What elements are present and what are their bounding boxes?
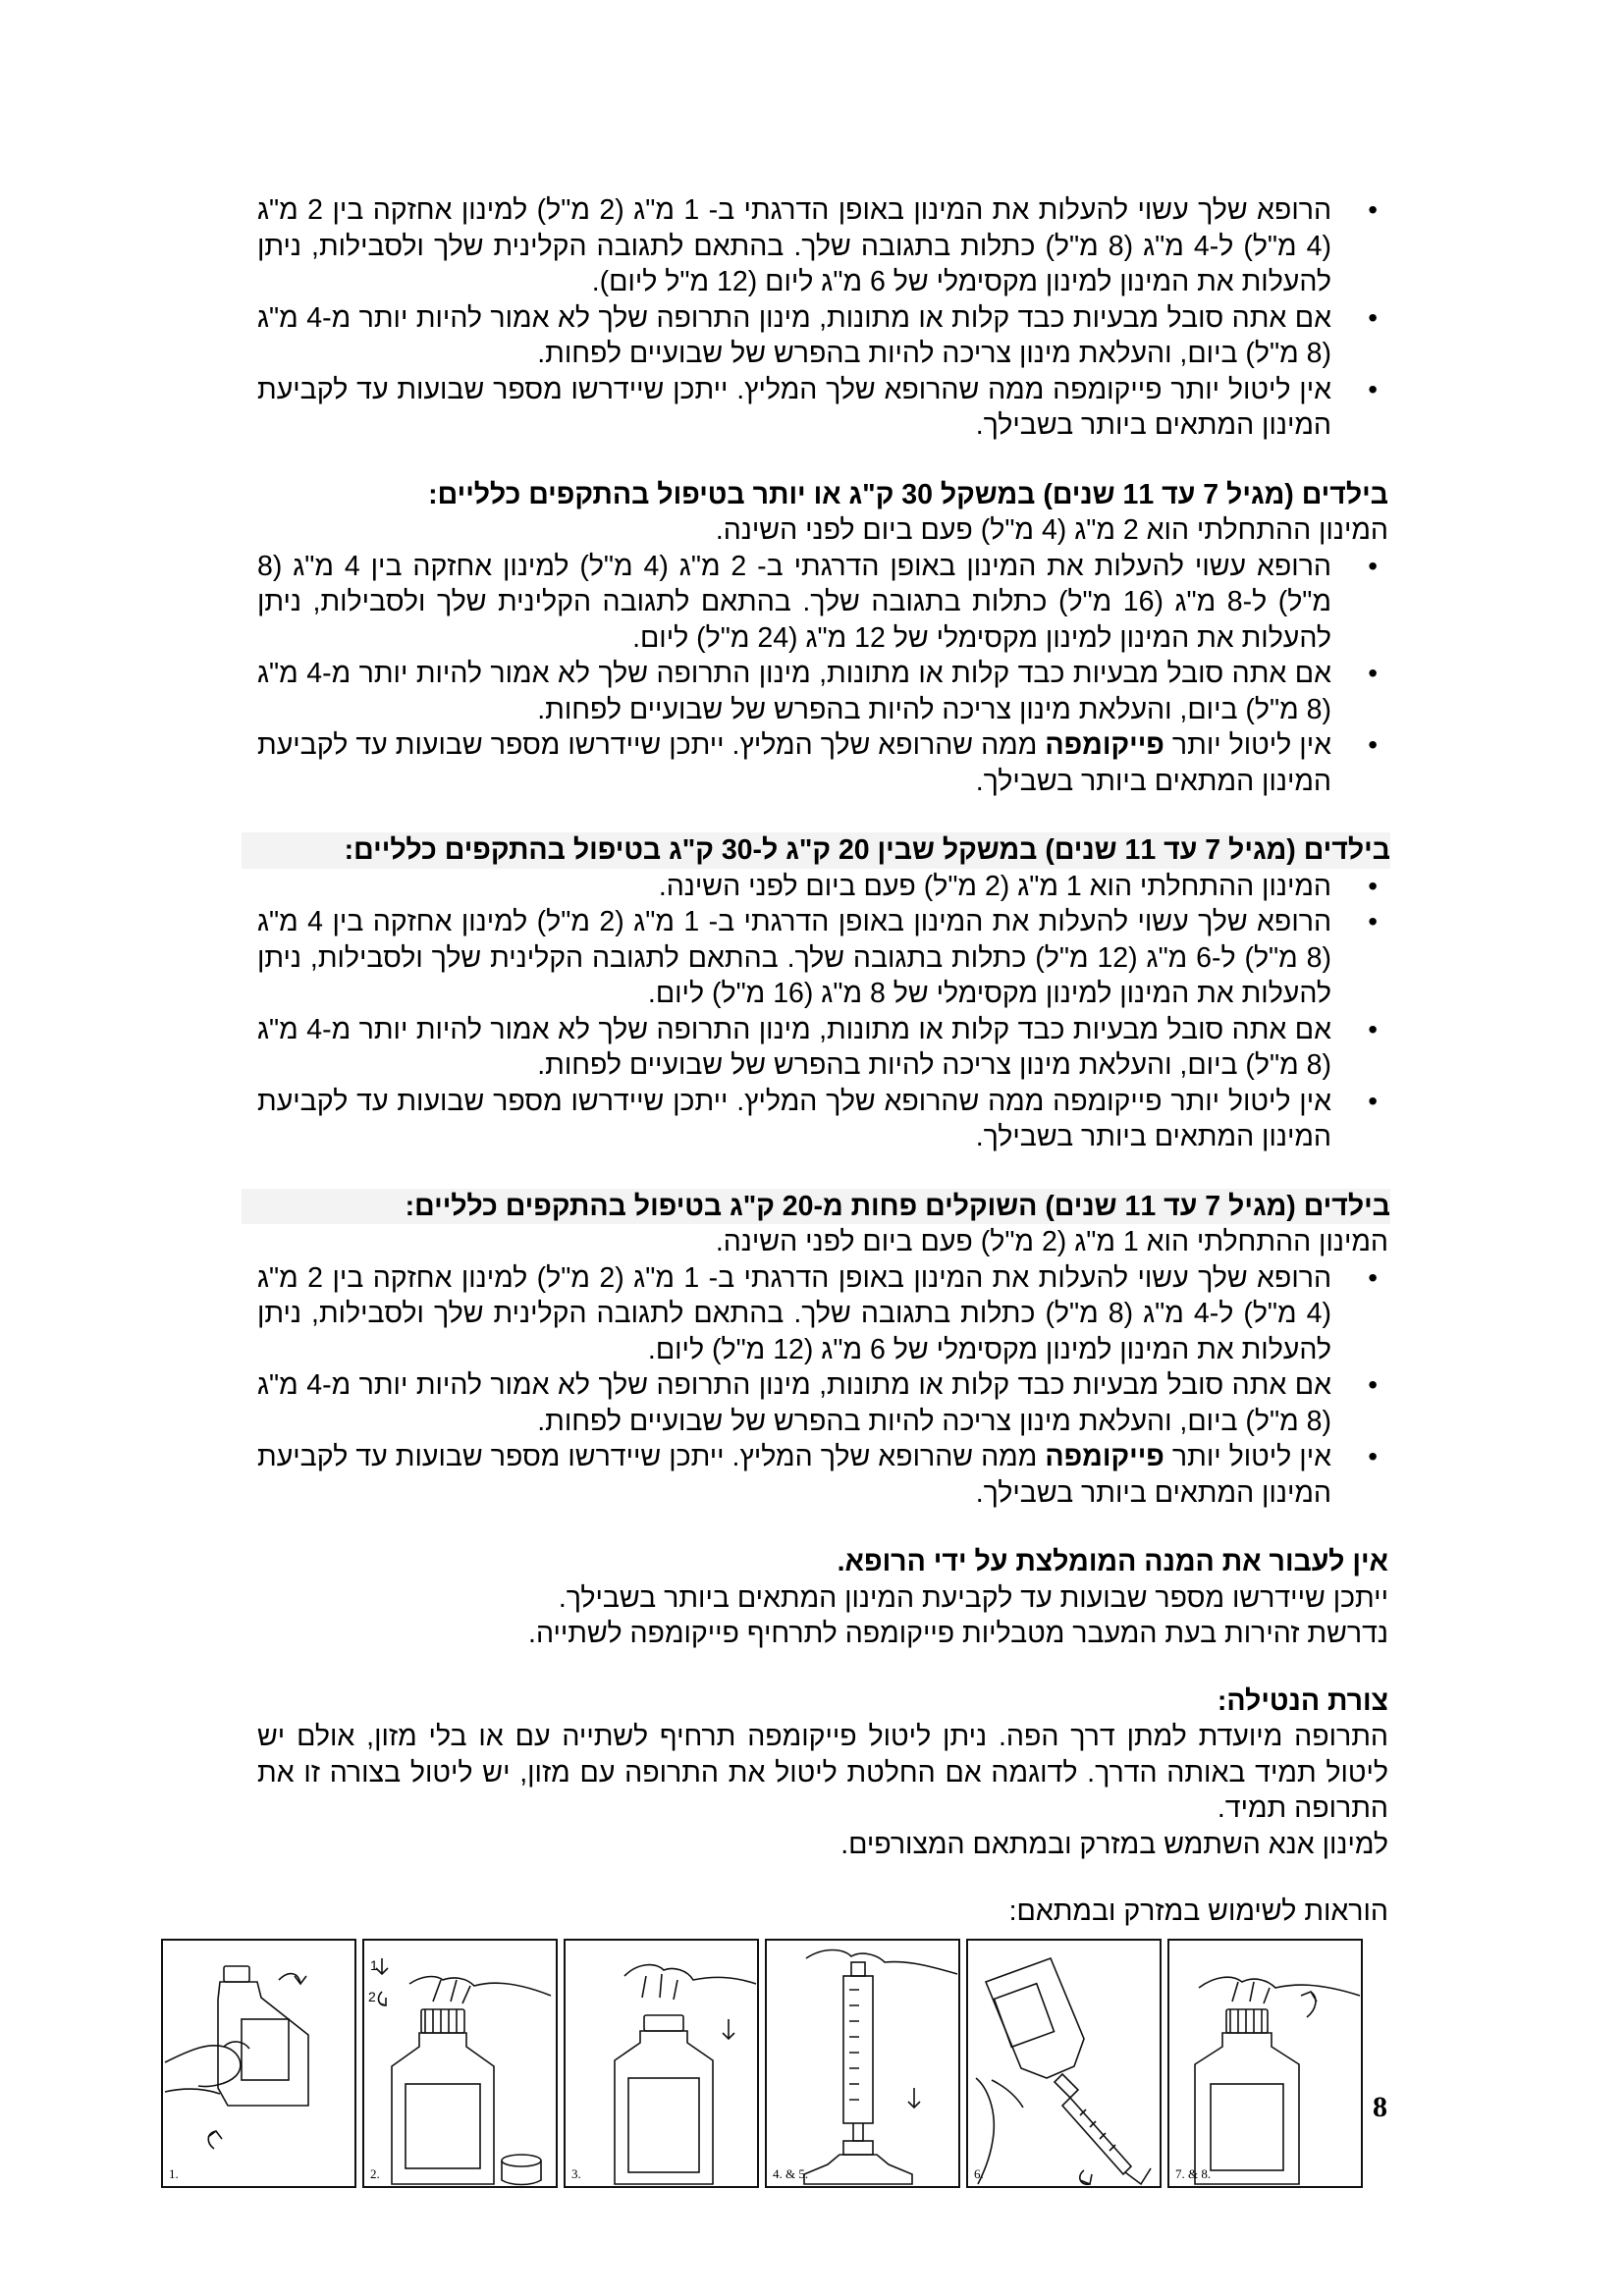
administration-heading: צורת הנטילה:	[1217, 1684, 1388, 1717]
close-cap-icon	[1169, 1941, 1361, 2186]
intro-children-under20kg: המינון ההתחלתי הוא 1 מ"ג (2 מ"ל) פעם ביום לפני השינה.	[715, 1226, 1388, 1257]
bullet-item: • אין ליטול יותר פייקומפה ממה שהרופא שלך המליץ. ייתכן שיידרשו מספר שבועות עד לקביעת המינון המתאים ביותר בשבילך.	[257, 1084, 1388, 1155]
figure-step-1	[161, 1939, 356, 2188]
figure-step-6	[966, 1939, 1162, 2188]
figure-step-mark-1: 1	[370, 1957, 378, 1973]
figure-label-4: 4. & 5.	[773, 2166, 809, 2181]
figure-label-5: 6.	[974, 2166, 984, 2181]
leaflet-page	[257, 192, 1388, 1930]
bullet-item: • אין ליטול יותר פייקומפה ממה שהרופא שלך המליץ. ייתכן שיידרשו מספר שבועות עד לקביעת המינון המתאים ביותר בשבילך.	[257, 372, 1388, 444]
syringe-insert-icon	[767, 1941, 958, 2186]
instruction-figures	[161, 1939, 1367, 2188]
bullet-item: • אין ליטול יותר פייקומפה ממה שהרופא שלך המליץ. ייתכן שיידרשו מספר שבועות עד לקביעת המינון המתאים ביותר בשבילך.	[257, 1439, 1388, 1511]
figure-step-2	[362, 1939, 558, 2188]
warning-line-2: נדרשת זהירות בעת המעבר מטבליות פייקומפה לתרחיף פייקומפה לשתייה.	[528, 1618, 1388, 1649]
bullet-item: • הרופא עשוי להעלות את המינון באופן הדרגתי ב- 2 מ"ג (4 מ"ל) למינון אחזקה בין 4 מ"ג (8 מ"ל) ל-8 מ"ג (16 מ"ל) כתלות בתגובה שלך. בהתאם לתגובה הקלינית שלך ולסבילות, ניתן להעלות את המינון למינון מקסימלי של 12 מ"ג (24 מ"ל) ליום.	[257, 549, 1388, 657]
insert-adapter-icon	[566, 1941, 757, 2186]
figure-step-3	[564, 1939, 759, 2188]
bottle-shake-icon	[163, 1941, 354, 2186]
bullet-item: • אין ליטול יותר פייקומפה ממה שהרופא שלך המליץ. ייתכן שיידרשו מספר שבועות עד לקביעת המינון המתאים ביותר בשבילך.	[257, 727, 1388, 799]
administration-paragraph: התרופה מיועדת למתן דרך הפה. ניתן ליטול פייקומפה תרחיף לשתייה עם או בלי מזון, אולם יש ליטול תמיד באותה הדרך. לדוגמה אם החלטת ליטול את התרופה עם מזון, יש ליטול בצורה זו את התרופה תמיד.	[257, 1721, 1388, 1824]
heading-children-20-30kg: בילדים (מגיל 7 עד 11 שנים) במשקל שבין 20 ק"ג ל-30 ק"ג בטיפול בהתקפים כלליים:	[242, 832, 1390, 869]
figure-step-7-8	[1167, 1939, 1363, 2188]
figure-step-4-5	[765, 1939, 960, 2188]
bullet-item: • אם אתה סובל מבעיות כבד קלות או מתונות, מינון התרופה שלך לא אמור להיות יותר מ-4 מ"ג (8 מ"ל) ביום, והעלאת מינון צריכה להיות בהפרש של שבועיים לפחות.	[257, 1367, 1388, 1439]
warning-heading: אין לעבור את המנה המומלצת על ידי הרופא.	[837, 1546, 1388, 1577]
syringe-line: למינון אנא השתמש במזרק ובמתאם המצורפים.	[840, 1828, 1388, 1860]
heading-children-under20kg: בילדים (מגיל 7 עד 11 שנים) השוקלים פחות מ-20 ק"ג בטיפול בהתקפים כלליים:	[242, 1189, 1390, 1225]
bullet-item: • אם אתה סובל מבעיות כבד קלות או מתונות, מינון התרופה שלך לא אמור להיות יותר מ-4 מ"ג (8 מ"ל) ביום, והעלאת מינון צריכה להיות בהפרש של שבועיים לפחות.	[257, 1012, 1388, 1084]
bullet-item: • הרופא שלך עשוי להעלות את המינון באופן הדרגתי ב- 1 מ"ג (2 מ"ל) למינון אחזקה בין 2 מ"ג (4 מ"ל) ל-4 מ"ג (8 מ"ל) כתלות בתגובה שלך. בהתאם לתגובה הקלינית שלך ולסבילות, ניתן להעלות את המינון למינון מקסימלי של 6 מ"ג ליום (12 מ"ל ליום).	[257, 192, 1388, 300]
figure-label-1: 1.	[169, 2166, 179, 2181]
dosage-bullets-20-30kg	[257, 869, 1388, 1155]
open-cap-icon	[364, 1941, 556, 2186]
figure-label-2: 2.	[370, 2166, 380, 2181]
intro-children-30kg: המינון ההתחלתי הוא 2 מ"ג (4 מ"ל) פעם ביום לפני השינה.	[715, 514, 1388, 546]
page-number: 8	[1373, 2091, 1387, 2123]
dosage-bullets-30kg	[257, 549, 1388, 800]
bullet-item: • המינון ההתחלתי הוא 1 מ"ג (2 מ"ל) פעם ביום לפני השינה.	[257, 869, 1388, 905]
figure-step-mark-2: 2	[368, 1989, 376, 2004]
bullet-item: • אם אתה סובל מבעיות כבד קלות או מתונות, מינון התרופה שלך לא אמור להיות יותר מ-4 מ"ג (8 מ"ל) ביום, והעלאת מינון צריכה להיות בהפרש של שבועיים לפחות.	[257, 300, 1388, 372]
instructions-heading: הוראות לשימוש במזרק ובמתאם:	[1008, 1896, 1388, 1927]
bullet-item: • הרופא שלך עשוי להעלות את המינון באופן הדרגתי ב- 1 מ"ג (2 מ"ל) למינון אחזקה בין 4 מ"ג (8 מ"ל) ל-6 מ"ג (12 מ"ל) כתלות בתגובה שלך. בהתאם לתגובה הקלינית שלך ולסבילות, ניתן להעלות את המינון למינון מקסימלי של 8 מ"ג (16 מ"ל) ליום.	[257, 904, 1388, 1012]
draw-dose-icon	[968, 1941, 1160, 2186]
dosage-bullets-top	[257, 192, 1388, 444]
dosage-bullets-under20kg	[257, 1260, 1388, 1512]
warning-line-1: ייתכן שיידרשו מספר שבועות עד לקביעת המינון המתאים ביותר בשבילך.	[558, 1581, 1388, 1614]
figure-label-6: 7. & 8.	[1175, 2166, 1212, 2181]
figure-label-3: 3.	[571, 2166, 581, 2181]
bullet-item: • הרופא שלך עשוי להעלות את המינון באופן הדרגתי ב- 1 מ"ג (2 מ"ל) למינון אחזקה בין 2 מ"ג (4 מ"ל) ל-4 מ"ג (8 מ"ל) כתלות בתגובה שלך. בהתאם לתגובה הקלינית שלך ולסבילות, ניתן להעלות את המינון למינון מקסימלי של 6 מ"ג (12 מ"ל) ליום.	[257, 1260, 1388, 1368]
bullet-item: • אם אתה סובל מבעיות כבד קלות או מתונות, מינון התרופה שלך לא אמור להיות יותר מ-4 מ"ג (8 מ"ל) ביום, והעלאת מינון צריכה להיות בהפרש של שבועיים לפחות.	[257, 656, 1388, 727]
heading-children-30kg: בילדים (מגיל 7 עד 11 שנים) במשקל 30 ק"ג או יותר בטיפול בהתקפים כלליים:	[428, 478, 1388, 510]
